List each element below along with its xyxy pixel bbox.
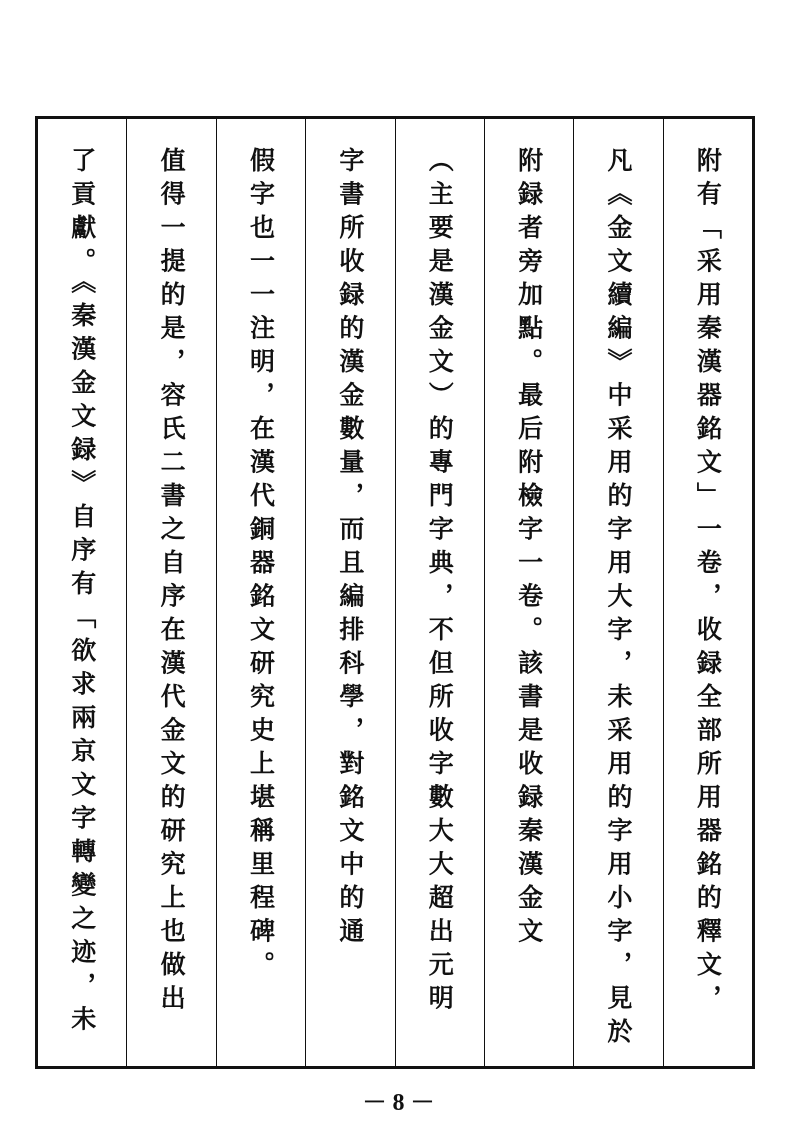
text-column-6 [216, 119, 305, 1066]
column-text-7: 值得一提的是，容氏二書之自序在漢代金文的研究上也做出 [157, 147, 187, 1018]
column-text-5: 字書所收録的漢金數量，而且編排科學，對銘文中的通 [335, 147, 365, 951]
text-column-2 [573, 119, 662, 1066]
text-column-7 [126, 119, 215, 1066]
text-column-4 [395, 119, 484, 1066]
column-text-6: 假字也一一注明，在漢代銅器銘文研究史上堪稱里程碑。 [246, 147, 276, 985]
text-column-8 [38, 119, 126, 1066]
column-text-8: 了貢獻。《秦漢金文録》自序有「欲求兩京文字轉變之迹，未 [67, 147, 97, 1039]
text-column-3 [484, 119, 573, 1066]
text-column-1 [663, 119, 752, 1066]
column-text-1: 附有「采用秦漢器銘文」一卷，收録全部所用器銘的釋文， [693, 147, 723, 1018]
page-number: － 8 － [362, 1090, 435, 1116]
column-text-3: 附録者旁加點。最后附檢字一卷。該書是收録秦漢金文 [514, 147, 544, 951]
text-column-5 [305, 119, 394, 1066]
text-frame [35, 116, 755, 1069]
column-text-2: 凡《金文續編》中采用的字用大字，未采用的字用小字，見於 [603, 147, 633, 1052]
column-text-4: （主要是漢金文）的專門字典，不但所收字數大大超出元明 [425, 147, 455, 1018]
